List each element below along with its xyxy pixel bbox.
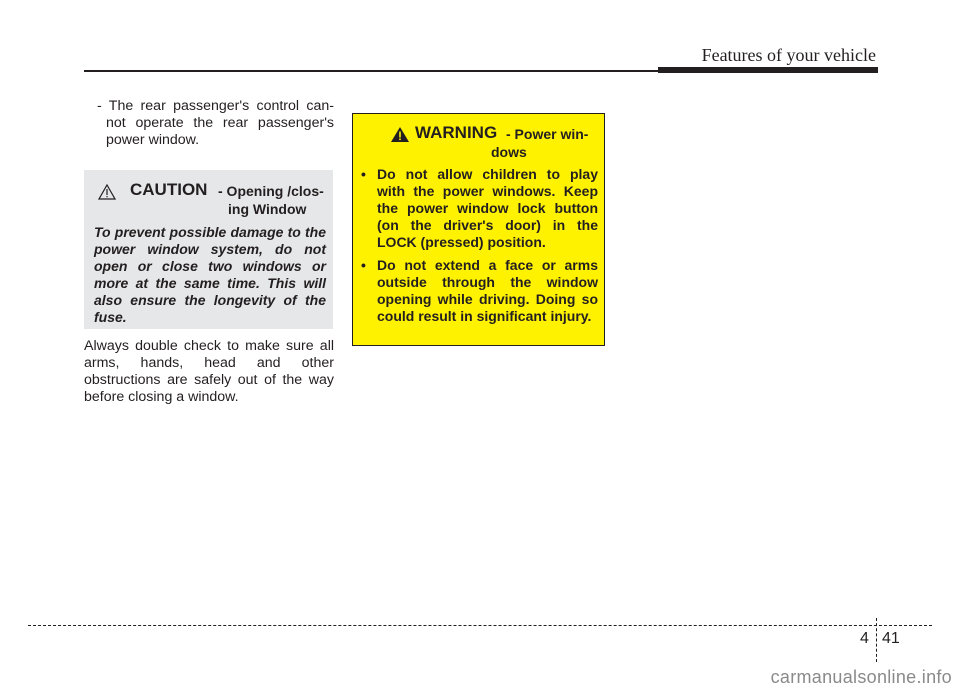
bullet-icon: • — [361, 166, 366, 182]
caution-box — [84, 170, 333, 329]
footer-divider — [876, 618, 877, 662]
caution-triangle-icon — [98, 184, 116, 200]
bullet-icon: • — [361, 257, 366, 273]
double-check-paragraph: Always double check to make sure all arms, hands, head and other obstructions are safely out of the way before closing a window. — [84, 338, 334, 405]
warning-item — [361, 257, 598, 325]
warning-item — [361, 166, 598, 251]
warning-item-text: Do not allow children to play with the power windows. Keep the power window lock button (on the driver's door) in the LOCK (pressed) position. — [377, 166, 598, 250]
warning-subtitle-cont: dows — [491, 144, 527, 160]
warning-list — [361, 166, 598, 331]
warning-item-text: Do not extend a face or arms outside through the window opening while driving. Doing so could result in significant injury. — [377, 257, 598, 324]
warning-triangle-icon — [390, 126, 410, 143]
header-rule-thick — [658, 67, 878, 73]
caution-title: CAUTION — [130, 180, 208, 199]
warning-box — [352, 113, 605, 346]
footer-rule — [28, 625, 932, 626]
chapter-number: 4 — [860, 630, 869, 647]
warning-title: WARNING — [415, 123, 498, 142]
caution-subtitle: - Opening /clos- — [218, 183, 324, 199]
caution-subtitle-cont: ing Window — [228, 201, 307, 217]
rear-control-note: - The rear passenger's control can-not operate the rear passenger's power window. — [97, 98, 334, 148]
watermark: carmanualsonline.info — [770, 667, 952, 687]
header-title: Features of your vehicle — [701, 45, 876, 65]
header-rule — [84, 70, 658, 72]
warning-subtitle: - Power win- — [506, 126, 589, 142]
page-number: 41 — [882, 630, 900, 647]
caution-text: To prevent possible damage to the power window system, do not open or close two windows or more at the same time. This will also ensure the longevity of the fuse. — [94, 224, 326, 325]
